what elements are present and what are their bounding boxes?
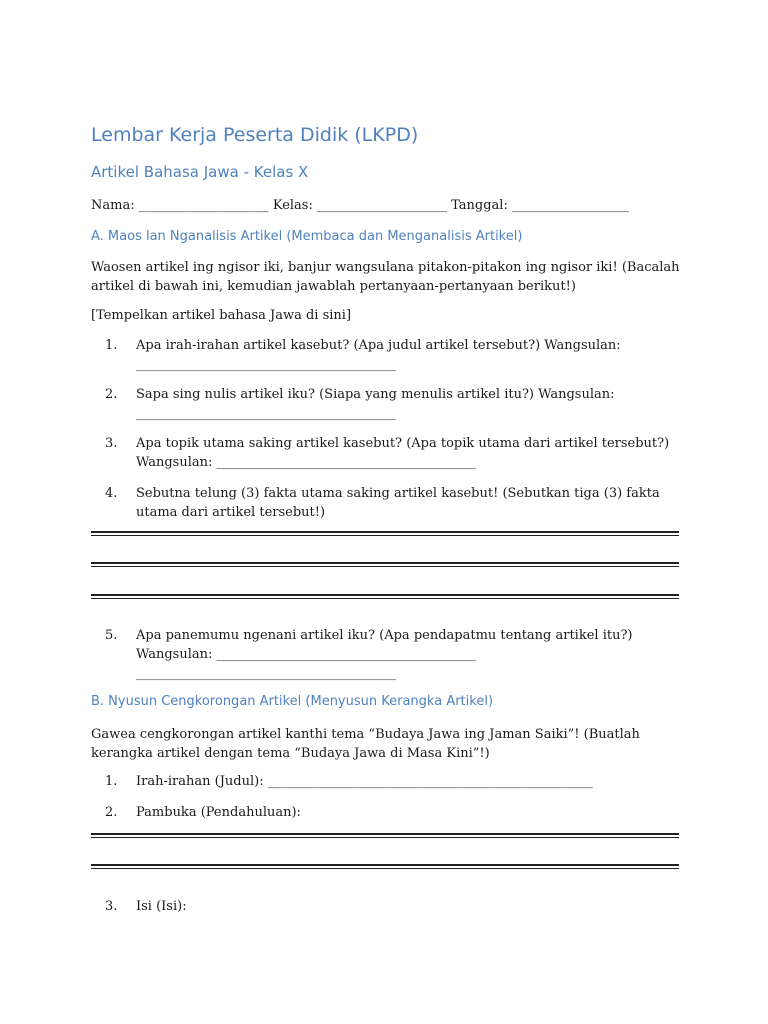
answer-blank: Wangsulan: ________________________________________ [136,647,477,662]
list-item-number: 2. [105,805,118,820]
article-placeholder: [Tempelkan artikel bahasa Jawa di sini] [91,308,352,323]
question-text: Apa panemumu ngenani artikel iku? (Apa pendapatmu tentang artikel itu?) [136,628,633,643]
question-text: Apa irah-irahan artikel kasebut? (Apa judul artikel tersebut?) Wangsulan: [136,338,621,353]
section-b-instruction-line1: Gawea cengkorongan artikel kanthi tema “Budaya Jawa ing Jaman Saiki”! (Buatlah [91,727,640,742]
list-item-number: 1. [105,774,118,789]
list-item-number: 1. [105,338,118,353]
answer-blank: ________________________________________ [136,406,396,421]
list-item-number: 3. [105,899,118,914]
section-a-instruction [91,258,681,296]
list-item-number: 4. [105,486,118,501]
answer-line [91,864,679,869]
section-a-instruction-line1: Waosen artikel ing ngisor iki, banjur wangsulana pitakon-pitakon ing ngisor iki! (Bacalah [91,260,680,275]
section-b-instruction-line2: kerangka artikel dengan tema “Budaya Jawa di Masa Kini”!) [91,746,490,761]
identity-line: Nama: ____________________ Kelas: ____________________ Tanggal: __________________ [91,198,629,213]
section-a-heading: A. Maos lan Nganalisis Artikel (Membaca dan Menganalisis Artikel) [91,229,523,244]
page-title: Lembar Kerja Peserta Didik (LKPD) [91,124,419,146]
answer-line [91,833,679,838]
answer-line [91,562,679,567]
question-text: Sapa sing nulis artikel iku? (Siapa yang menulis artikel itu?) Wangsulan: [136,387,615,402]
worksheet-page [91,0,681,1024]
list-item-number: 2. [105,387,118,402]
question-text-cont: utama dari artikel tersebut!) [136,505,326,520]
question-text: Apa topik utama saking artikel kasebut? (Apa topik utama dari artikel tersebut?) [136,436,670,451]
list-item-number: 5. [105,628,118,643]
page-subtitle: Artikel Bahasa Jawa - Kelas X [91,163,309,181]
answer-blank: ________________________________________ [136,357,396,372]
list-item-number: 3. [105,436,118,451]
outline-item-text: Isi (Isi): [136,899,187,914]
answer-blank: Wangsulan: ________________________________________ [136,455,477,470]
answer-line [91,531,679,536]
outline-item-text: Pambuka (Pendahuluan): [136,805,301,820]
question-text: Sebutna telung (3) fakta utama saking artikel kasebut! (Sebutkan tiga (3) fakta [136,486,660,501]
answer-blank: ________________________________________ [136,666,396,681]
section-a-instruction-line2: artikel di bawah ini, kemudian jawablah pertanyaan-pertanyaan berikut!) [91,279,576,294]
outline-item-text: Irah-irahan (Judul): __________________________________________________ [136,774,593,789]
answer-line [91,594,679,599]
section-b-heading: B. Nyusun Cengkorongan Artikel (Menyusun Kerangka Artikel) [91,694,494,709]
section-b-instruction [91,725,681,763]
